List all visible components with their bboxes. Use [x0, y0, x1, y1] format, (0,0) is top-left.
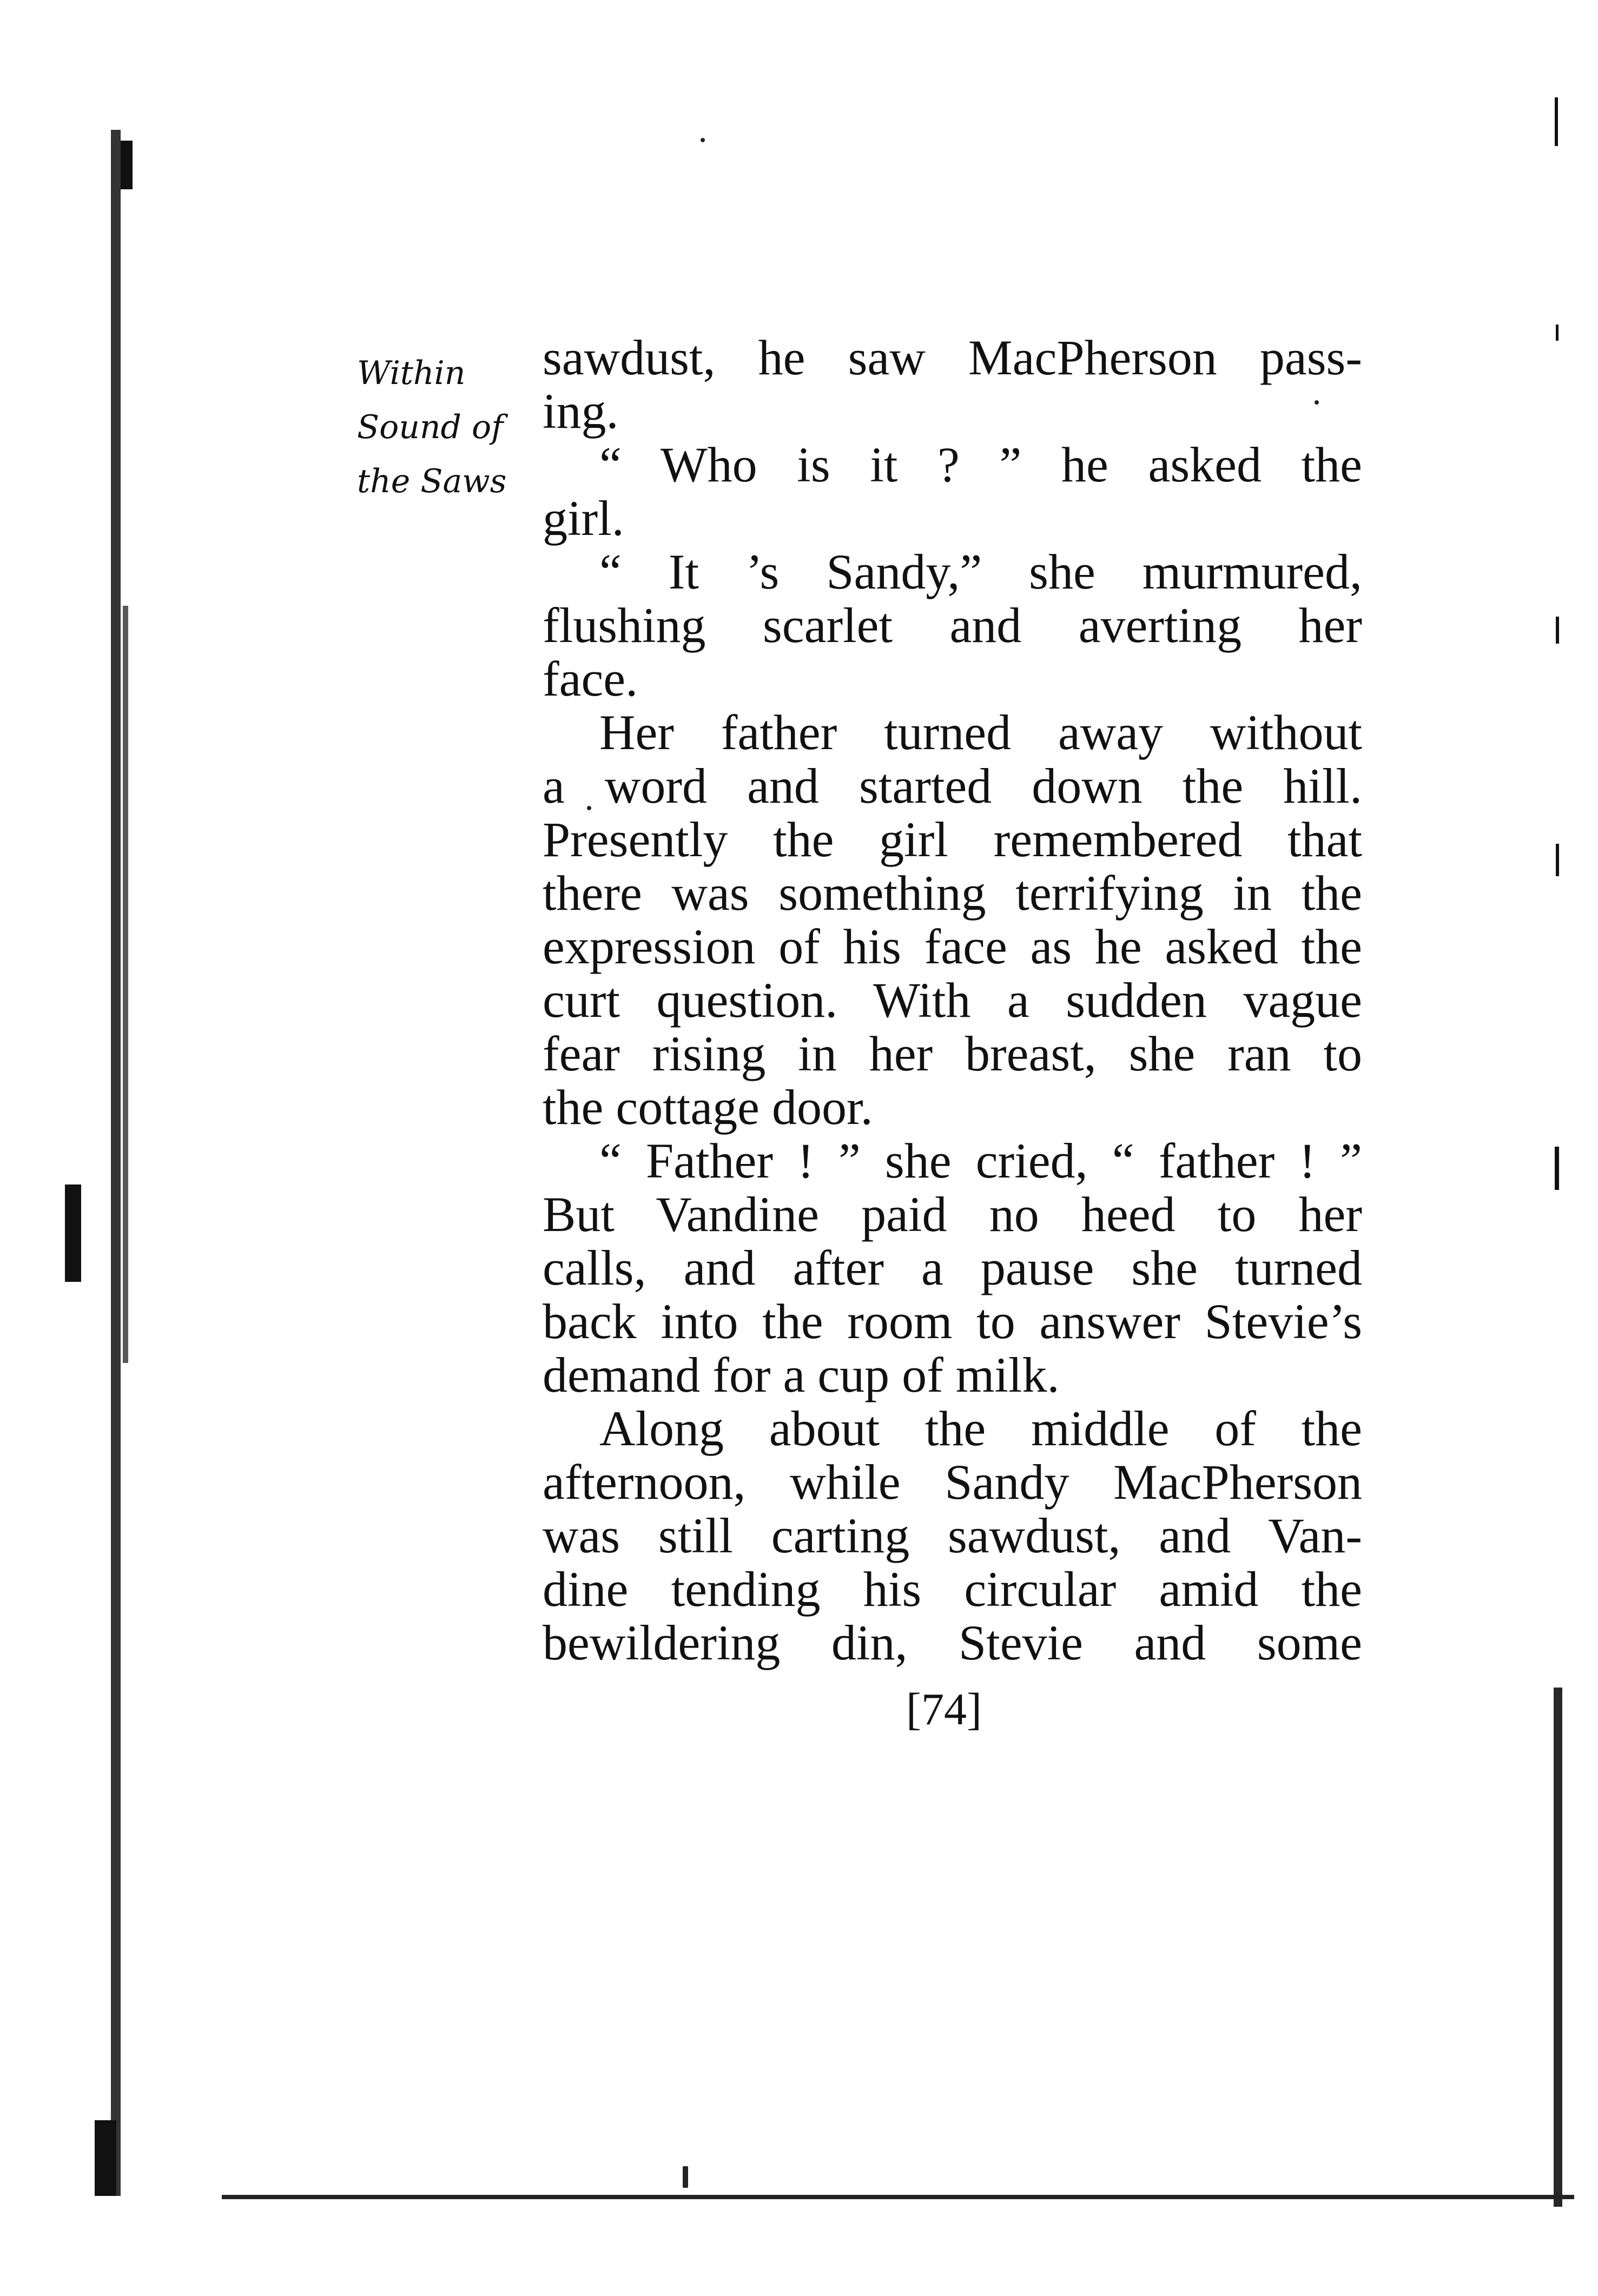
margin-note-line: Within	[357, 354, 466, 392]
scan-speck	[683, 2166, 688, 2188]
text-line: demand for a cup of milk.	[543, 1347, 1060, 1402]
text-line: “ It ’s Sandy,” she murmured,	[599, 544, 1362, 599]
text-line: a word and started down the hill.	[543, 758, 1362, 813]
margin-note	[357, 346, 530, 508]
text-line: “ Who is it ? ” he asked the	[599, 437, 1362, 492]
text-line: Presently the girl remembered that	[543, 812, 1362, 867]
text-line: was still carting sawdust, and Van-	[543, 1508, 1362, 1563]
text-line: “ Father ! ” she cried, “ father ! ”	[599, 1133, 1362, 1188]
text-line: ing.	[543, 383, 619, 439]
text-line: Along about the middle of the	[599, 1401, 1362, 1456]
margin-note-line: Sound of	[357, 408, 504, 446]
text-line: fear rising in her breast, she ran to	[543, 1026, 1362, 1081]
body-text	[543, 331, 1362, 1670]
text-line: afternoon, while Sandy MacPherson	[543, 1454, 1362, 1510]
text-line: girl.	[543, 491, 624, 546]
left-binding-edge	[89, 119, 154, 2201]
text-line: back into the room to answer Stevie’s	[543, 1294, 1362, 1349]
text-line: bewildering din, Stevie and some	[543, 1615, 1362, 1670]
text-line: curt question. With a sudden vague	[543, 972, 1362, 1028]
right-page-edge	[1544, 97, 1576, 2207]
page-number: [74]	[906, 1684, 982, 1735]
text-line: sawdust, he saw MacPherson pass-	[543, 330, 1362, 385]
text-line: Her father turned away without	[599, 705, 1362, 760]
text-line: calls, and after a pause she turned	[543, 1240, 1362, 1295]
text-line: expression of his face as he asked the	[543, 919, 1362, 974]
text-line: face.	[543, 651, 638, 706]
text-line: flushing scarlet and averting her	[543, 598, 1362, 653]
text-line: But Vandine paid no heed to her	[543, 1187, 1362, 1242]
bottom-edge-rule	[222, 2195, 1574, 2199]
text-line: dine tending his circular amid the	[543, 1561, 1362, 1617]
text-line: the cottage door.	[543, 1080, 873, 1135]
text-line: there was something terrifying in the	[543, 865, 1362, 921]
scan-speck	[701, 138, 705, 142]
margin-note-line: the Saws	[357, 462, 507, 500]
